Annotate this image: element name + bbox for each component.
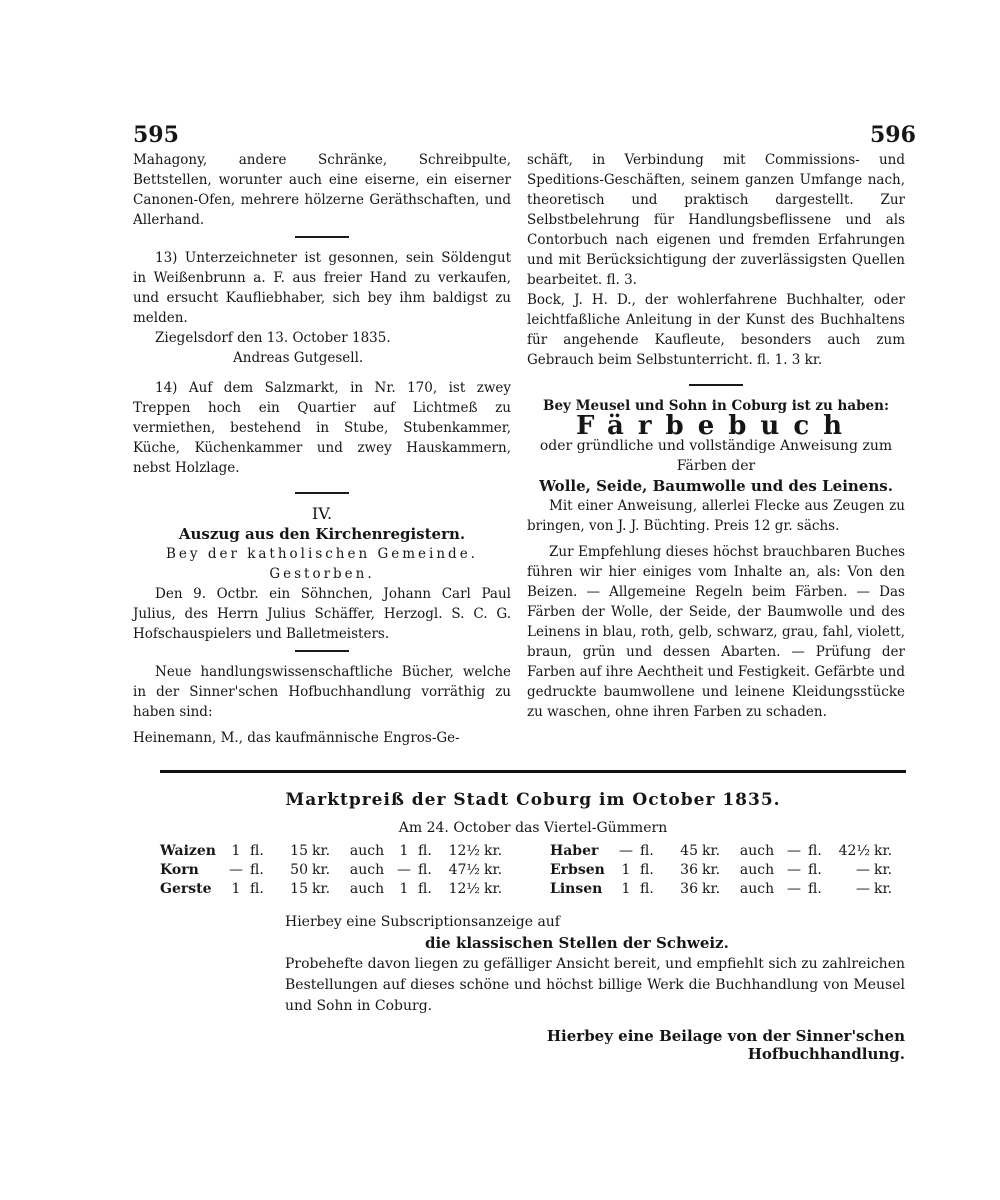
book-subtitle-materials: Wolle, Seide, Baumwolle und des Leinens. <box>539 477 893 495</box>
section-heading: Auszug aus den Kirchenregistern. <box>178 525 466 543</box>
notice-13: 13) Unterzeichneter ist gesonnen, sein Söldengut in Weißenbrunn a. F. aus freier Hand zu verkaufen, und ersucht Kaufliebhaber, sich bey ihm baldigst zu melden. <box>133 250 511 326</box>
price-row: Haber — fl. 45 kr. auch — fl. 42½ kr. <box>550 843 893 859</box>
price-row: Gerste 1 fl. 15 kr. auch 1 fl. 12½ kr. <box>160 881 503 897</box>
page-number-right: 596 <box>870 122 916 148</box>
separator-rule <box>689 384 743 386</box>
market-price-date: Am 24. October das Viertel-Gümmern <box>398 820 668 836</box>
book-details: Mit einer Anweisung, allerlei Flecke aus Zeugen zu bringen, von J. J. Büchting. Preis 12 gr. sächs. <box>527 498 905 534</box>
subscription-body: Probehefte davon liegen zu gefälliger Ansicht bereit, und empfiehlt sich zu zahlreichen Bestellungen auf dieses schöne und höchst billige Werk die Buchhandlung von Meusel und Sohn in Coburg. <box>285 956 905 1014</box>
price-table-right <box>550 842 902 899</box>
book-entry-bock: Bock, J. H. D., der wohlerfahrene Buchhalter, oder leichtfaßliche Anleitung in der Kunst des Buchhaltens für angehende Kaufleute, besonders auch zum Gebrauch beim Selbstunterricht. fl. 1. 3 kr. <box>527 292 905 368</box>
notice-13-place-date: Ziegelsdorf den 13. October 1835. <box>155 330 391 346</box>
notice-13-signature: Andreas Gutgesell. <box>233 350 364 366</box>
horizontal-rule <box>160 770 906 773</box>
subscription-notice <box>285 912 905 1017</box>
supplement-note: Hierbey eine Beilage von der Sinner'schen Hofbuchhandlung. <box>546 1027 905 1063</box>
market-price-title: Marktpreiß der Stadt Coburg im October 1835. <box>285 790 781 810</box>
separator-rule <box>295 492 349 494</box>
section-numeral: IV. <box>311 504 333 523</box>
book-subtitle: oder gründliche und vollständige Anweisung zum Färben der <box>539 438 893 474</box>
separator-rule <box>295 236 349 238</box>
book-title-faerbebuch: Färbebuch <box>575 411 857 441</box>
price-table-left <box>160 842 512 899</box>
meusel-announcement: Bey Meusel und Sohn in Coburg ist zu haben: <box>543 398 889 414</box>
price-row: Waizen 1 fl. 15 kr. auch 1 fl. 12½ kr. <box>160 843 503 859</box>
notice-continuation: Mahagony, andere Schränke, Schreibpulte, Bettstellen, worunter auch eine eiserne, ein eiserner Canonen-Ofen, mehrere hölzerne Geräthschaften, und Allerhand. <box>133 152 511 228</box>
notice-14: 14) Auf dem Salzmarkt, in Nr. 170, ist zwey Treppen hoch ein Quartier auf Lichtmeß zu vermiethen, bestehend in Stube, Stubenkammer, Küche, Küchenkammer und zwey Hauskammern, nebst Holzlage. <box>133 380 511 476</box>
price-row: Korn — fl. 50 kr. auch — fl. 47½ kr. <box>160 862 503 878</box>
death-entry: Den 9. Octbr. ein Söhnchen, Johann Carl Paul Julius, des Herrn Julius Schäffer, Herzogl. S. C. G. Hofschauspielers und Balletmeisters. <box>133 586 511 642</box>
page-number-left: 595 <box>133 122 179 148</box>
price-row: Linsen 1 fl. 36 kr. auch — fl. — kr. <box>550 881 893 897</box>
left-column <box>133 150 511 748</box>
subscription-line2: die klassischen Stellen der Schweiz. <box>425 934 729 952</box>
deaths-heading: Gestorben. <box>269 566 375 582</box>
church-heading: Bey der katholischen Gemeinde. <box>166 546 478 562</box>
book-recommendation: Zur Empfehlung dieses höchst brauchbaren Buches führen wir hier einiges vom Inhalte an, als: Von den Beizen. — Allgemeine Regeln beim Färben. — Das Färben der Wolle, der Seide, der Baumwolle und des Leinens in blau, roth, gelb, schwarz, grau, fahl, violett, braun, grün und dessen Abarten. — Prüfung der Farben auf ihre Aechtheit und Festigkeit. Gefärbte und gedruckte baumwollene und leinene Kleidungsstücke zu waschen, ohne ihren Farben zu schaden. <box>527 544 905 720</box>
separator-rule <box>295 650 349 652</box>
right-column <box>527 150 905 722</box>
book-entry-heinemann-cont: schäft, in Verbindung mit Commissions- und Speditions-Geschäften, seinem ganzen Umfange nach, theoretisch und praktisch dargestellt. Zur Selbstbelehrung für Handlungsbeflissene und als Contorbuch nach eigenen und fremden Erfahrungen und mit Berücksichtigung der zuverlässigsten Quellen bearbeitet. fl. 3. <box>527 152 905 288</box>
books-announcement: Neue handlungswissenschaftliche Bücher, welche in der Sinner'schen Hofbuchhandlung vorräthig zu haben sind: <box>133 664 511 720</box>
book-entry-heinemann: Heinemann, M., das kaufmännische Engros-Ge- <box>133 730 460 746</box>
price-row: Erbsen 1 fl. 36 kr. auch — fl. — kr. <box>550 862 893 878</box>
subscription-line1: Hierbey eine Subscriptionsanzeige auf <box>285 914 560 930</box>
